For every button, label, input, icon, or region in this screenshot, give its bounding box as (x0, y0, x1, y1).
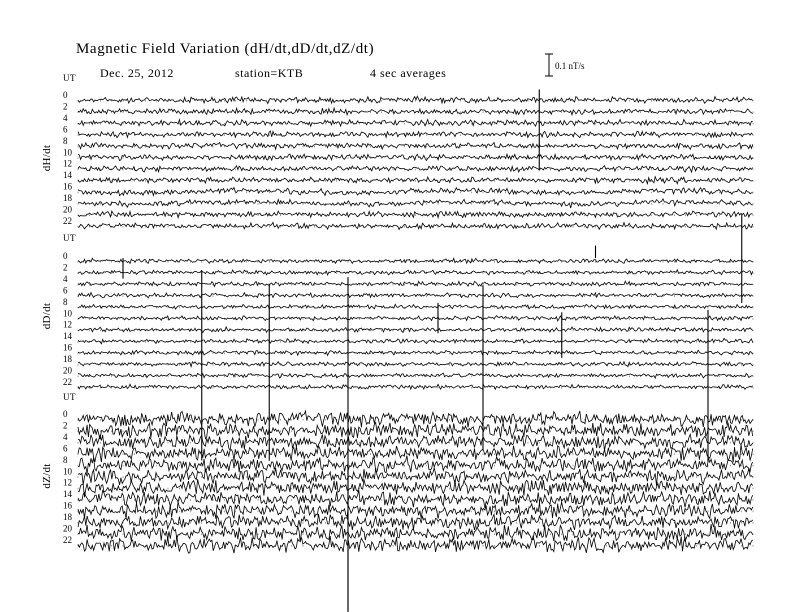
hour-tick-label: 10 (63, 147, 72, 158)
panel-dH-dt (41, 73, 753, 303)
ut-label: UT (63, 392, 76, 402)
trace-line (78, 281, 753, 286)
panel-ylabel: dZ/dt (41, 463, 53, 489)
hour-tick-label: 22 (63, 534, 72, 545)
tick-marks (78, 169, 753, 171)
hour-tick-label: 2 (63, 101, 68, 112)
hour-tick-label: 8 (63, 296, 68, 307)
hour-tick-label: 10 (63, 308, 72, 319)
ut-label: UT (63, 233, 76, 243)
hour-tick-label: 22 (63, 376, 72, 387)
hour-tick-label: 8 (63, 135, 68, 146)
hour-tick-label: 12 (63, 477, 72, 488)
trace-line (78, 338, 753, 343)
hour-tick-label: 8 (63, 454, 68, 465)
trace-line (78, 211, 753, 218)
station-label: station=KTB (235, 66, 304, 80)
hour-tick-label: 12 (63, 158, 72, 169)
hour-tick-label: 16 (63, 181, 72, 192)
hour-tick-label: 18 (63, 354, 72, 365)
trace-line (78, 258, 753, 263)
averaging-label: 4 sec averages (370, 66, 447, 80)
trace-line (78, 270, 753, 275)
hour-tick-label: 6 (63, 285, 68, 296)
panel-ylabel: dD/dt (41, 302, 53, 330)
scale-bar (545, 54, 585, 76)
scale-bar-label: 0.1 nT/s (555, 61, 585, 71)
hour-tick-label: 20 (63, 365, 72, 376)
hour-tick-label: 0 (63, 90, 68, 100)
tick-marks (78, 192, 753, 194)
trace-line (78, 120, 753, 127)
hour-tick-label: 20 (63, 523, 72, 534)
trace-line (78, 456, 753, 474)
hour-tick-label: 16 (63, 500, 72, 511)
hour-tick-label: 4 (63, 273, 68, 284)
hour-tick-label: 0 (63, 409, 68, 419)
hour-tick-label: 14 (63, 331, 72, 342)
trace-line (78, 293, 753, 298)
hour-tick-label: 4 (63, 112, 68, 123)
tick-marks (78, 488, 753, 490)
hour-tick-label: 2 (63, 420, 68, 431)
panels (41, 73, 753, 612)
ut-label: UT (63, 73, 76, 83)
hour-tick-label: 16 (63, 342, 72, 353)
hour-tick-label: 6 (63, 443, 68, 454)
tick-marks (78, 430, 753, 432)
hour-tick-label: 12 (63, 319, 72, 330)
trace-line (78, 131, 753, 138)
hour-tick-label: 0 (63, 251, 68, 261)
chart-title: Magnetic Field Variation (dH/dt,dD/dt,dZ/dt) (76, 41, 375, 57)
trace-line (78, 536, 753, 554)
hour-tick-label: 18 (63, 193, 72, 204)
hour-tick-label: 2 (63, 262, 68, 273)
hour-tick-label: 10 (63, 466, 72, 477)
trace-line (78, 502, 753, 519)
panel-ylabel: dH/dt (41, 144, 53, 172)
hour-tick-label: 20 (63, 204, 72, 215)
trace-line (78, 222, 753, 229)
trace-line (78, 524, 753, 542)
trace-line (78, 316, 753, 321)
hour-tick-label: 4 (63, 431, 68, 442)
hour-tick-label: 18 (63, 512, 72, 523)
trace-line (78, 96, 753, 103)
hour-tick-label: 14 (63, 489, 72, 500)
hour-tick-label: 14 (63, 170, 72, 181)
date-label: Dec. 25, 2012 (100, 66, 174, 80)
hour-tick-label: 22 (63, 215, 72, 226)
panel-dZ-dt (41, 392, 753, 612)
hour-tick-label: 6 (63, 124, 68, 135)
trace-line (78, 514, 753, 530)
